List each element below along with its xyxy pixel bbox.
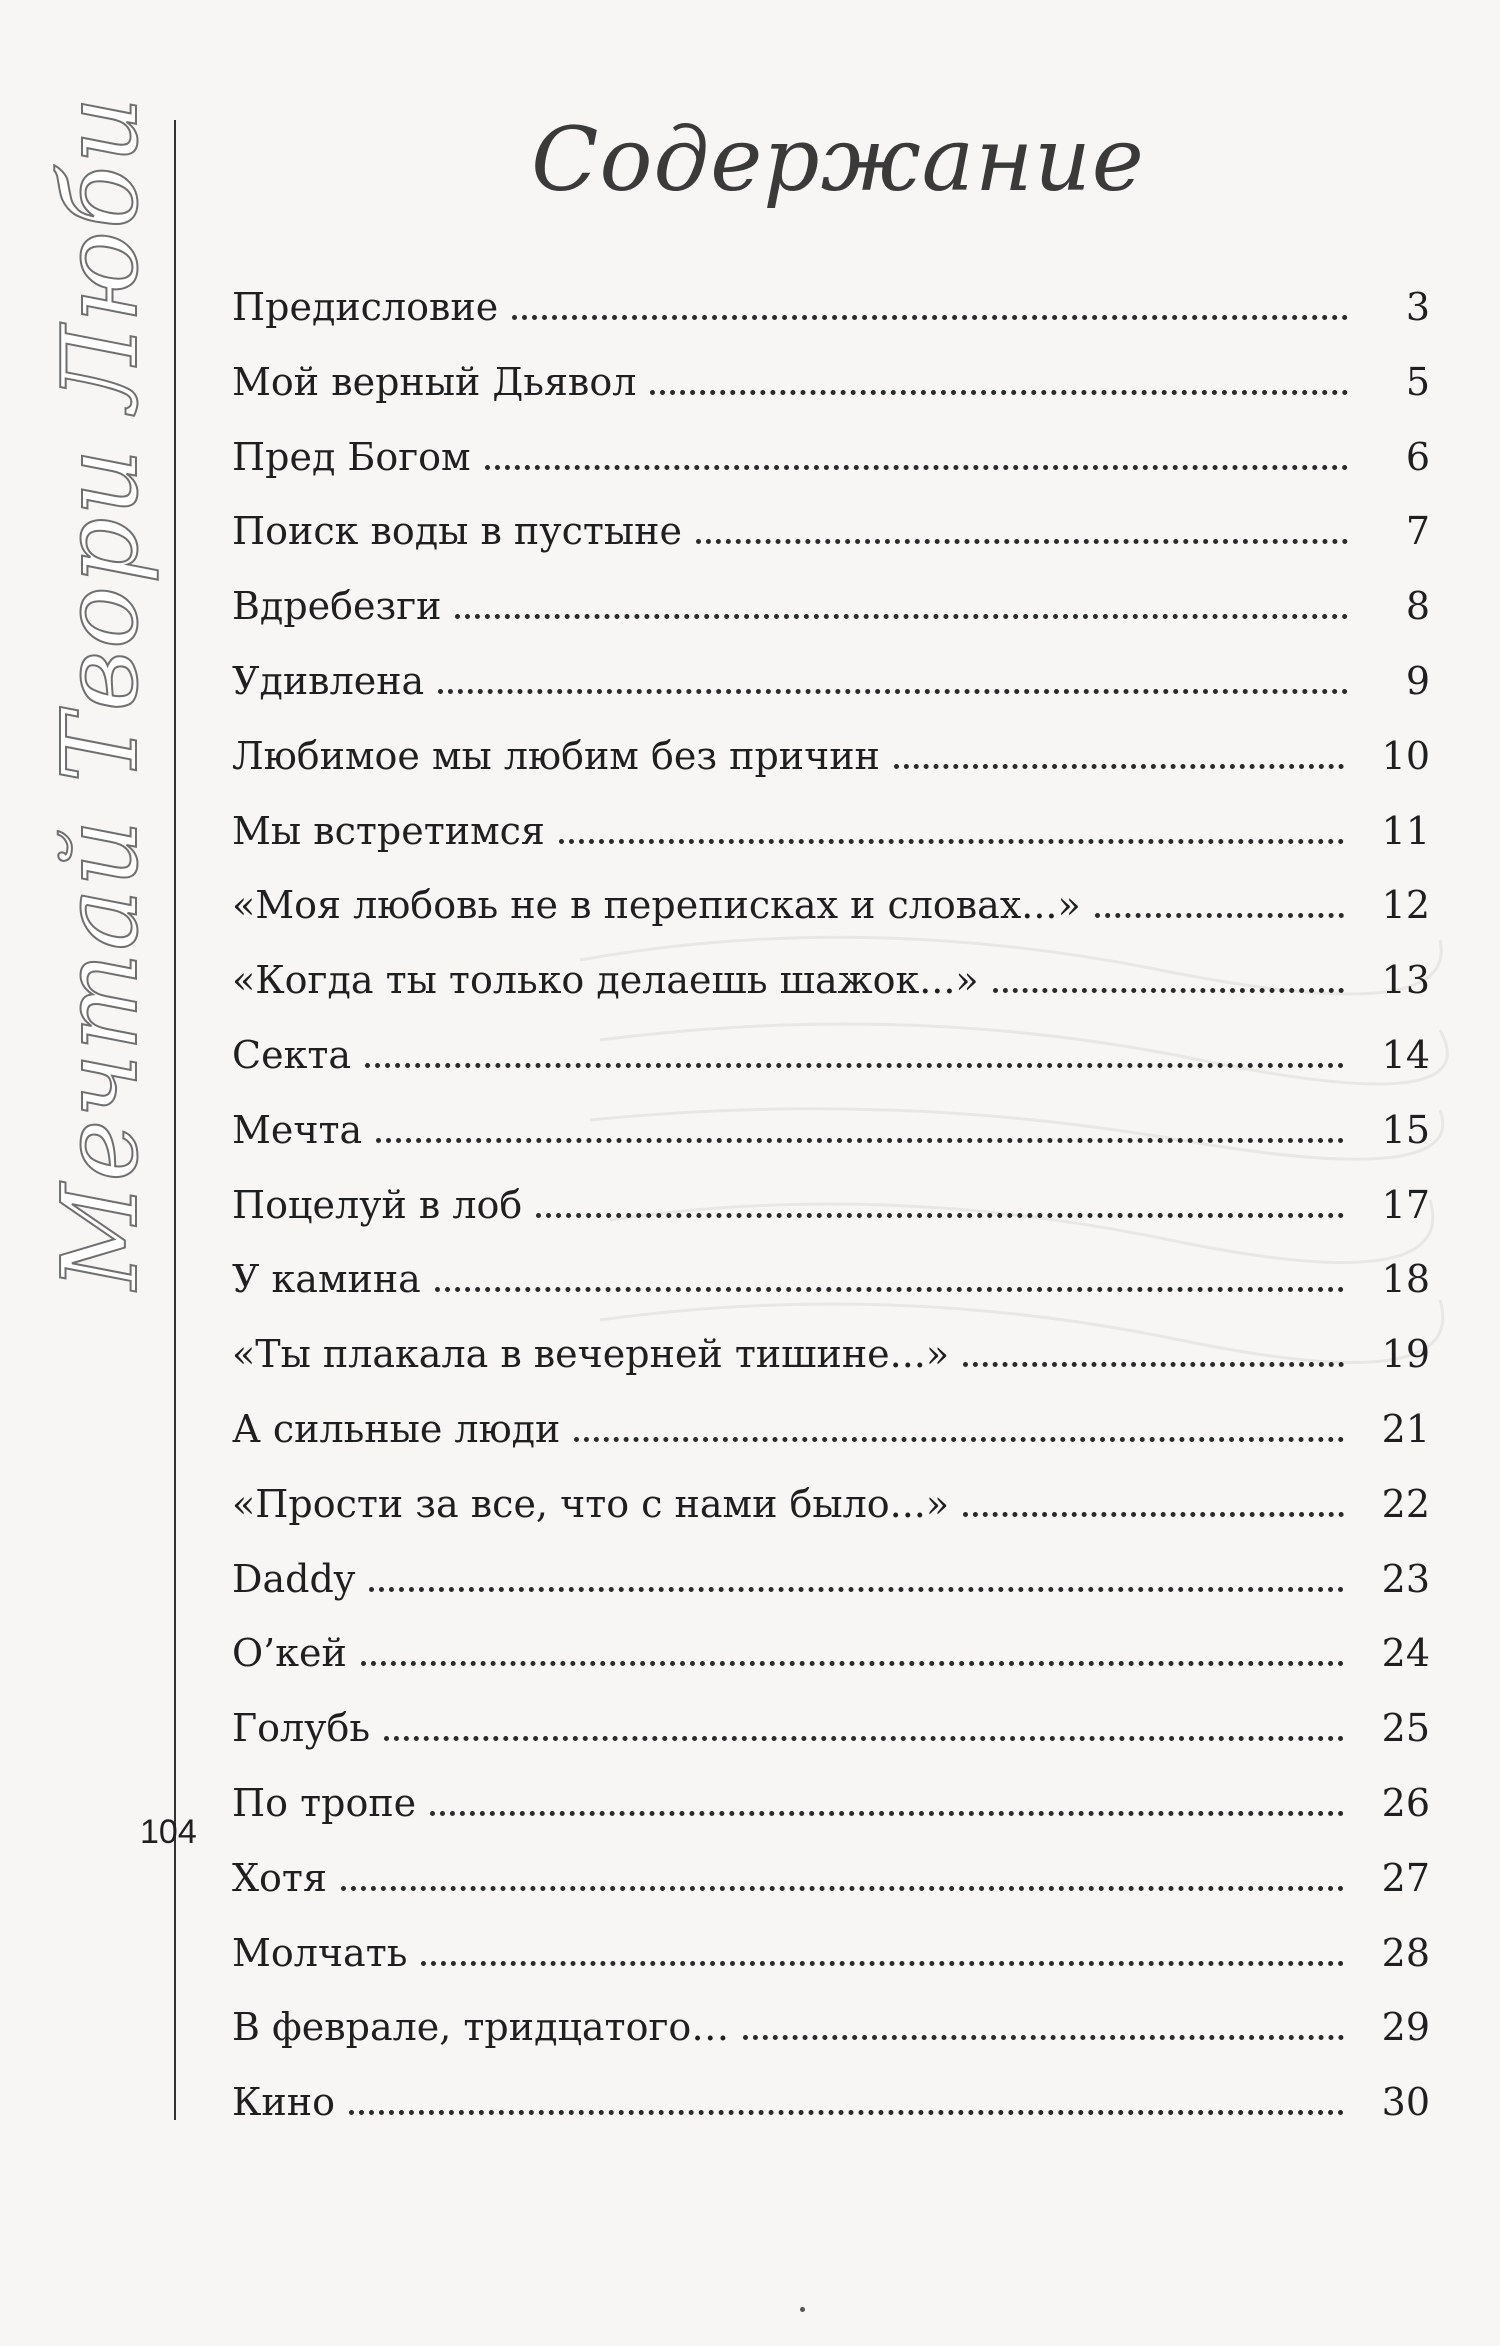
toc-entry	[232, 1766, 1430, 1841]
toc-dot-leader	[384, 1736, 1344, 1741]
toc-entry-page: 19	[1381, 1332, 1430, 1377]
toc-entry-page: 24	[1381, 1631, 1430, 1676]
toc-entry-page: 9	[1405, 658, 1430, 703]
page-title: Содержание	[531, 108, 1145, 211]
toc-entry	[232, 1168, 1430, 1243]
toc-entry-page: 18	[1381, 1257, 1430, 1302]
toc-dot-leader	[963, 1362, 1344, 1367]
toc-entry-page: 12	[1381, 883, 1430, 928]
toc-entry	[232, 1242, 1430, 1317]
toc-entry-title: «Ты плакала в вечерней тишине...»	[232, 1332, 950, 1377]
toc-dot-leader	[1095, 913, 1344, 918]
toc-entry-page: 14	[1381, 1032, 1430, 1077]
toc-entry	[232, 345, 1430, 420]
toc-entry-page: 8	[1405, 584, 1430, 629]
toc-entry-title: Пред Богом	[232, 434, 471, 479]
toc-entry-title: «Моя любовь не в переписках и словах...»	[232, 883, 1081, 928]
toc-entry-page: 3	[1405, 285, 1430, 329]
toc-entry	[232, 644, 1430, 719]
toc-entry-page: 26	[1381, 1780, 1430, 1825]
toc-entry-page: 13	[1381, 958, 1430, 1003]
toc-dot-leader	[650, 390, 1348, 395]
toc-dot-leader	[341, 1886, 1344, 1891]
toc-entry-title: «Прости за все, что с нами было...»	[232, 1481, 950, 1526]
toc-dot-leader	[361, 1661, 1344, 1666]
toc-entry-title: По тропе	[232, 1780, 417, 1825]
toc-entry-title: О’кей	[232, 1631, 347, 1676]
toc-entry-title: Вдребезги	[232, 584, 442, 629]
toc-entry-page: 27	[1381, 1855, 1430, 1900]
toc-dot-leader	[993, 988, 1344, 993]
table-of-contents	[232, 270, 1430, 2140]
toc-entry-title: Удивлена	[232, 658, 425, 703]
toc-entry-title: Кино	[232, 2080, 335, 2125]
page-number: 104	[140, 1813, 197, 1851]
toc-entry	[232, 2065, 1430, 2140]
toc-entry-title: Молчать	[232, 1930, 408, 1975]
toc-entry-title: Мы встретимся	[232, 808, 545, 853]
toc-entry-title: Мечта	[232, 1107, 363, 1152]
toc-entry-page: 11	[1381, 808, 1430, 853]
toc-entry-page: 29	[1381, 2005, 1430, 2050]
toc-dot-leader	[743, 2035, 1343, 2040]
toc-entry-page: 5	[1405, 359, 1430, 404]
toc-entry-page: 22	[1381, 1481, 1430, 1526]
toc-entry-page: 15	[1381, 1107, 1430, 1152]
toc-dot-leader	[369, 1587, 1343, 1592]
toc-entry	[232, 943, 1430, 1018]
toc-dot-leader	[559, 839, 1344, 844]
toc-entry-title: Любимое мы любим без причин	[232, 733, 880, 778]
toc-dot-leader	[512, 315, 1348, 320]
toc-entry-title: Мой верный Дьявол	[232, 359, 637, 404]
toc-entry-page: 7	[1405, 509, 1430, 554]
toc-dot-leader	[696, 539, 1348, 544]
toc-dot-leader	[963, 1512, 1344, 1517]
toc-entry	[232, 1841, 1430, 1916]
toc-entry	[232, 1018, 1430, 1093]
toc-entry-title: Daddy	[232, 1556, 356, 1601]
toc-dot-leader	[430, 1811, 1344, 1816]
toc-dot-leader	[894, 764, 1344, 769]
toc-entry-title: В феврале, тридцатого…	[232, 2005, 730, 2050]
toc-entry	[232, 1916, 1430, 1991]
toc-entry	[232, 1392, 1430, 1467]
toc-entry	[232, 868, 1430, 943]
toc-dot-leader	[349, 2110, 1344, 2115]
print-mark	[800, 2307, 805, 2312]
toc-entry	[232, 270, 1430, 345]
toc-entry-page: 6	[1405, 434, 1430, 479]
toc-entry	[232, 1691, 1430, 1766]
toc-dot-leader	[421, 1961, 1343, 1966]
toc-dot-leader	[574, 1437, 1343, 1442]
toc-entry	[232, 569, 1430, 644]
toc-entry-title: Хотя	[232, 1855, 327, 1900]
toc-entry	[232, 1990, 1430, 2065]
toc-entry	[232, 420, 1430, 495]
toc-entry-page: 30	[1381, 2080, 1430, 2125]
toc-entry-title: «Когда ты только делаешь шажок...»	[232, 958, 979, 1003]
toc-entry	[232, 794, 1430, 869]
toc-entry-page: 28	[1381, 1930, 1430, 1975]
toc-entry-title: Голубь	[232, 1706, 371, 1751]
toc-entry-page: 21	[1381, 1406, 1430, 1451]
toc-entry-page: 17	[1381, 1182, 1430, 1227]
toc-dot-leader	[435, 1287, 1344, 1292]
toc-dot-leader	[376, 1138, 1343, 1143]
toc-entry-title: Предисловие	[232, 285, 499, 329]
toc-entry	[232, 494, 1430, 569]
toc-dot-leader	[536, 1213, 1343, 1218]
toc-entry-title: Поцелуй в лоб	[232, 1182, 523, 1227]
toc-entry	[232, 1093, 1430, 1168]
toc-dot-leader	[485, 465, 1348, 470]
toc-entry-page: 25	[1381, 1706, 1430, 1751]
toc-entry-title: У камина	[232, 1257, 421, 1302]
toc-dot-leader	[438, 689, 1348, 694]
toc-entry	[232, 1542, 1430, 1617]
toc-entry-title: Поиск воды в пустыне	[232, 509, 682, 554]
toc-entry	[232, 1467, 1430, 1542]
toc-entry-title: А сильные люди	[232, 1406, 561, 1451]
toc-entry	[232, 1317, 1430, 1392]
toc-entry-page: 10	[1381, 733, 1430, 778]
spine-title: Мечтай Твори Люби	[39, 94, 161, 1290]
toc-entry	[232, 719, 1430, 794]
toc-entry-title: Секта	[232, 1032, 351, 1077]
toc-dot-leader	[455, 614, 1348, 619]
toc-entry	[232, 1616, 1430, 1691]
toc-entry-page: 23	[1381, 1556, 1430, 1601]
toc-dot-leader	[365, 1063, 1344, 1068]
